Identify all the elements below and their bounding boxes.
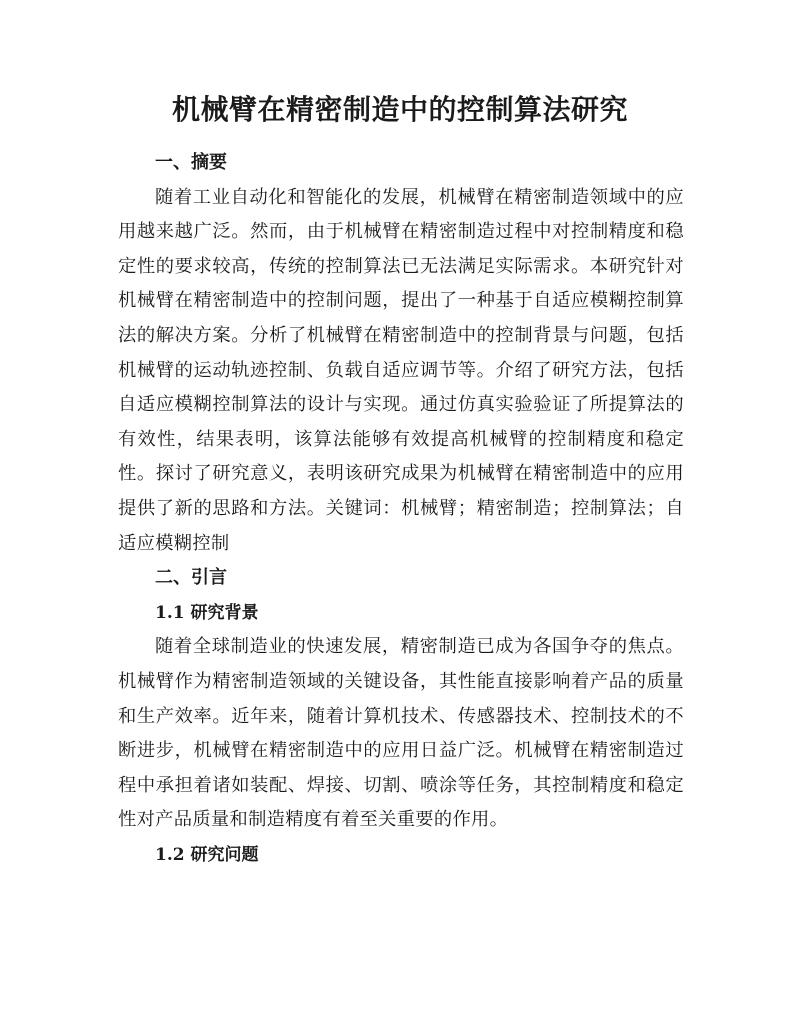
- introduction-heading: 二、引言: [155, 567, 227, 589]
- background-paragraph: 随着全球制造业的快速发展，精密制造已成为各国争夺的焦点。机械臂作为精密制造领域的关键设备，其性能直接影响着产品的质量和生产效率。近年来，随着计算机技术、传感器技术、控制技术的不断进步，机械臂在精密制造中的应用日益广泛。机械臂在精密制造过程中承担着诸如装配、焊接、切割、喷涂等任务，其控制精度和稳定性对产品质量和制造精度有着至关重要的作用。: [118, 636, 684, 831]
- abstract-paragraph: 随着工业自动化和智能化的发展，机械臂在精密制造领域中的应用越来越广泛。然而，由于机械臂在精密制造过程中对控制精度和稳定性的要求较高，传统的控制算法已无法满足实际需求。本研究针对机械臂在精密制造中的控制问题，提出了一种基于自适应模糊控制算法的解决方案。分析了机械臂在精密制造中的控制背景与问题，包括机械臂的运动轨迹控制、负载自适应调节等。介绍了研究方法，包括自适应模糊控制算法的设计与实现。通过仿真实验验证了所提算法的有效性，结果表明，该算法能够有效提高机械臂的控制精度和稳定性。探讨了研究意义，表明该研究成果为机械臂在精密制造中的应用提供了新的思路和方法。关键词：机械臂；精密制造；控制算法；自适应模糊控制: [118, 186, 684, 554]
- research-problem-heading: 1.2 研究问题: [155, 844, 259, 865]
- document-body: [118, 146, 684, 872]
- background-heading: 1.1 研究背景: [155, 602, 259, 623]
- abstract-heading: 一、摘要: [155, 152, 227, 173]
- document-title: 机械臂在精密制造中的控制算法研究: [171, 93, 628, 126]
